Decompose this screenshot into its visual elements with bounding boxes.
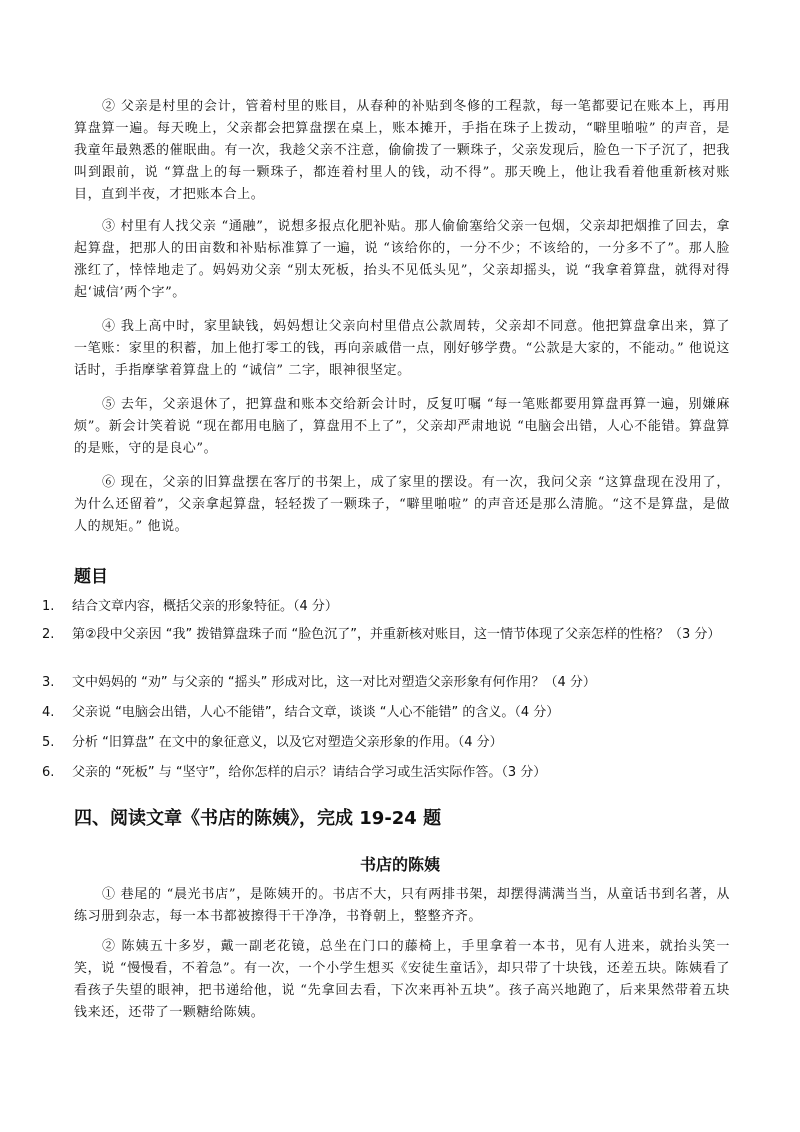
passage-paragraph-4: ④ 我上高中时，家里缺钱，妈妈想让父亲向村里借点公款周转，父亲却不同意。他把算盘拿出来，算了一笔账：家里的积蓄，加上他打零工的钱，再向亲戚借一点，刚好够学费。“公款是大家的，不能动。” 他说这话时，手指摩挲着算盘上的 “诚信” 二字，眼神很坚定。 (74, 319, 730, 378)
passage-paragraph-2: ② 父亲是村里的会计，管着村里的账目，从春种的补贴到冬修的工程款，每一笔都要记在账本上，再用算盘算一遍。每天晚上，父亲都会把算盘摆在桌上，账本摊开，手指在珠子上拨动，“噼里啪啦” 的声音，是我童年最熟悉的催眠曲。有一次，我趁父亲不注意，偷偷拨了一颗珠子，父亲发现后，脸色一下子沉了，把我叫到跟前，说 “算盘上的每一颗珠子，都连着村里人的钱，动不得”。那天晚上，他让我看着他重新核对账目，直到半夜，才把账本合上。 (74, 99, 730, 202)
question-text: 分析 “旧算盘” 在文中的象征意义，以及它对塑造父亲形象的作用。（4 分） (72, 735, 503, 750)
passage-paragraph-5: ⑤ 去年，父亲退休了，把算盘和账本交给新会计时，反复叮嘱 “每一笔账都要用算盘再算一遍，别嫌麻烦”。新会计笑着说 “现在都用电脑了，算盘用不上了”，父亲却严肃地说 “电脑会出错，人心不能错。算盘算的是账，守的是良心”。 (74, 397, 730, 456)
passage-paragraph-3: ③ 村里有人找父亲 “通融”，说想多报点化肥补贴。那人偷偷塞给父亲一包烟，父亲却把烟推了回去，拿起算盘，把那人的田亩数和补贴标准算了一遍，说 “该给你的，一分不少；不该给的，一分多不了”。那人脸涨红了，悻悻地走了。妈妈劝父亲 “别太死板，抬头不见低头见”，父亲却摇头，说 “我拿着算盘，就得对得起‘诚信’两个字”。 (74, 219, 730, 300)
question-number: 2. (42, 627, 55, 642)
question-text: 文中妈妈的 “劝” 与父亲的 “摇头” 形成对比，这一对比对塑造父亲形象有何作用？（4 分） (72, 675, 596, 690)
question-text: 父亲的 “死板” 与 “坚守”，给你怎样的启示？请结合学习或生活实际作答。（3 分） (72, 765, 547, 780)
question-number: 4. (42, 705, 55, 720)
question-text: 第②段中父亲因 “我” 拨错算盘珠子而 “脸色沉了”，并重新核对账目，这一情节体现了父亲怎样的性格？（3 分） (72, 627, 721, 642)
article-title: 书店的陈姨 (359, 855, 440, 874)
passage-paragraph-6: ⑥ 现在，父亲的旧算盘摆在客厅的书架上，成了家里的摆设。有一次，我问父亲 “这算盘现在没用了，为什么还留着”，父亲拿起算盘，轻轻拨了一颗珠子，“噼里啪啦” 的声音还是那么清脆。“这不是算盘，是做人的规矩。” 他说。 (74, 475, 730, 534)
question-text: 父亲说 “电脑会出错，人心不能错”，结合文章，谈谈 “人心不能错” 的含义。（4 分） (72, 705, 560, 720)
question-number: 3. (42, 675, 55, 690)
question-number: 6. (42, 765, 55, 780)
question-item (42, 596, 742, 618)
questions-heading: 题目 (74, 567, 108, 587)
question-item (42, 702, 742, 724)
question-text: 结合文章内容，概括父亲的形象特征。（4 分） (72, 599, 338, 614)
question-number: 1. (42, 599, 55, 614)
question-item (42, 762, 742, 784)
question-item (42, 624, 742, 646)
question-number: 5. (42, 735, 55, 750)
article-paragraph-1: ① 巷尾的 “晨光书店”，是陈姨开的。书店不大，只有两排书架，却摆得满满当当，从童话书到名著，从练习册到杂志，每一本书都被擦得干干净净，书脊朝上，整整齐齐。 (74, 887, 730, 924)
section-4-heading: 四、阅读文章《书店的陈姨》，完成 19-24 题 (74, 808, 442, 829)
question-item (42, 732, 742, 754)
question-item (42, 672, 742, 694)
article-paragraph-2: ② 陈姨五十多岁，戴一副老花镜，总坐在门口的藤椅上，手里拿着一本书，见有人进来，就抬头笑一笑，说 “慢慢看，不着急”。有一次，一个小学生想买《安徒生童话》，却只带了十块钱，还差五块。陈姨看了看孩子失望的眼神，把书递给他，说 “先拿回去看，下次来再补五块”。孩子高兴地跑了，后来果然带着五块钱来还，还带了一颗糖给陈姨。 (74, 939, 730, 1020)
